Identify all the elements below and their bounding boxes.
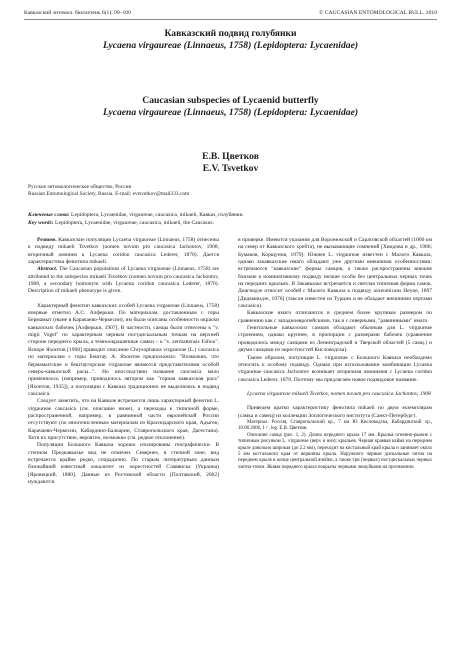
body-paragraph: Таким образом, популяции L. virgaureae с Большого Кавказа необходимо относить к особому подвиду. Однако при использовании комбинации Lycaena virgaureae caucasica Jachontov возникает вторичная омонимия с Lycaena coridon caucasica Lederer, 1870. Поэтому мы предлагаем новое подвидовое название.: [238, 354, 432, 383]
affiliation-en: Russian Entomological Society, Russia. E-mail: evtsvetkov@mail333.com: [28, 191, 190, 198]
keywords-ru: Ключевые слова: Lepidoptera, Lycaenidae, virgaureae, caucasica, mikaeli, Кавказ, голубянки.: [28, 212, 244, 218]
title-russian: [24, 28, 437, 51]
affiliation-ru: Русское энтомологическое общество, Россия: [28, 184, 132, 190]
new-name-line: Lycaena virgaureae mikaeli Tsvetkov, nomen novum pro caucasica Jachontov, 1908: [247, 390, 431, 397]
keywords-block: [28, 212, 438, 227]
right-column: [238, 237, 432, 471]
body-paragraph: Популяции Большого Кавказа хорошо изолированы географически. В степном Предкавказье вид не отмечен. Севернее, в степной зоне, вид встречается крайне редко, спорадично. По старым литературным данным ближайший известный локалитет из окрестностей Славянска (Украина) [Яровецкий, 1880]. Данные из Ростовской области [Полтавский, 2002] нуждаются: [28, 442, 219, 485]
title-en-line1: Caucasian subspecies of Lycaenid butterfly: [142, 95, 319, 106]
title-en-line2: Lycaena virgaureae (Linnaeus, 1758) (Lepidoptera: Lycaenidae): [102, 106, 359, 118]
author-en: E.V. Tsvetkov: [202, 162, 259, 174]
abstract-en: Abstract. The Caucasian populations of Lycaena virgaureae (Linnaeus, 1758) are attributed to the subspecies mikaeli Tsvetkov (nomen novum pro caucasica Jachontov, 1908, a secondary homonym with Lycaena coridon caucasica Lederer, 1870). Description of mikaeli phenotype is given.: [28, 266, 219, 295]
keywords-en: Key words: Lepidoptera, Lycaenidae, virgaureae, caucasica, mikaeli, the Caucasus.: [28, 219, 214, 226]
body-paragraph: в проверке. Имеются указания для Воронежской и Саратовской областей (1000 км на север от Кавказского хребта), не вызывающие сомнений [Хвидова и др., 1986; Бумаков, Корщунов, 1979]. Южнее L. virgaureae известен с Малого Кавказа, однако закавказские имаго обладают уже другими внешними особенностями: встречаются "кавказские" формы самцов, а также распространены внешне близкие к номинативному подвиду низкие особи без центральных черных точек на передних крыльях. В Закавказье встречается и светлая типичная форма самок. Диагнодзе относит особей с Малого Кавказа к подвиду aureomicans Heyne, 1897 [Дидманидзе, 1976] (таксон известен из Турции и не обладает внешними чертами caucasica).: [238, 237, 432, 310]
journal-citation: Кавказский энтомол. бюллетень 6(1): 99–100: [24, 10, 131, 16]
title-ru-line1: Кавказский подвид голубянки: [164, 28, 297, 39]
body-paragraph: Кавказские имаго отличаются в среднем более крупным размером по сравнению как с западноевропейскими, так и с северными, "равнинными" имаго.: [238, 310, 432, 324]
abstract-ru: Резюме. Кавказские популяции Lycaena virgaureae (Linnaeus, 1758) отнесены к подвиду mikaeli Tsvetkov (nomen novum pro caucasica Jachontov, 1908, вторичный омоним к Lycaena coridon caucasica Lederer, 1870). Дается характеристика фенотипа mikaeli.: [28, 237, 220, 266]
left-column: [28, 237, 219, 486]
copyright-notice: © CAUCASIAN ENTOMOLOGICAL BULL. 2010: [319, 10, 437, 16]
affiliation: [28, 184, 189, 198]
body-paragraph: Характерный фенотип кавказских особей Lycaena virgaureae (Linnaeus, 1758) впервые отметил А.С. Алферьки. По материалам, доставленным с горы Бермамыт (ныне в Карачаево-Черкесии), им были описаны особенности окраски кавказских бабочек [Алферьки, 1907]. В частности, самцы были отнесены к "v. migii Vogel" по характерным черным постдискальным точкам на верхней стороне переднего крыла, а темноокрашенные самки – к "v. zermattensis Fallou". Вскоре Яхонтов [1908] приводит описание Chrysophanus virgaureae (L.) caucasica по материалам с горы Бештау. А. Яхонтов предположил: "Возможно, что бермамытские и бештаугорские virgaureae являются представителями особой северо-кавказской расы...". Но впоследствии название caucasica мало применялось (например, приводилось автором как "горная кавказская раса" [Яхонтов, 1935]), а популяции с Кавказа традиционно не выделялись в подвид caucasica.: [28, 302, 219, 397]
body-paragraph: Следует заметить, что на Кавказе встречается лишь характерный фенотип L. virgaureae caucasica (см. описание ниже), а переходы к типичной форме, распространенной, например, в равнинной части европейской России отсутствуют (по многочисленным материалам из Краснодарского края, Адыгеи, Карачаево-Черкесии, Кабардино-Балкарии, Ставропольского края, Дагестана). Хотя их присутствие, вероятно, возможно (см. редкое отклонение).: [28, 398, 219, 441]
body-paragraph: Приведем кратко характеристику фенотипа mikaeli по двум экземплярам (самка и самец) из коллекции Зоологического института (Санкт-Петербург).: [238, 405, 432, 419]
body-paragraph: Генитальные кавказских самцов обладают обычным для L. virgaureae строением, однако крупнее, в пропорции с размерами бабочек (сравнение проводилось между самцами из Ленинградской и Тверской областей (5 самц.) и двумя самцами из окрестностей Кисловодска).: [238, 325, 432, 354]
title-english: [24, 95, 437, 118]
header-divider: [24, 19, 437, 20]
title-ru-line2: Lycaena virgaureae (Linnaeus, 1758) (Lepidoptera: Lycaenidae): [102, 39, 359, 51]
author-ru: Е.В. Цветков: [202, 151, 259, 162]
material-examined: Материал. Россия, Ставропольский кр., 7 км Ю Кисловодска, Кабардинский хр., 10.08.2006, 1♂, leg. Е.В. Цветков.: [238, 419, 432, 432]
male-description: Описание самца (рис. 1, 2). Длина переднего крыла 17 мм. Крылья огненно-рыжие с типичным рисунком L. virgaureae (верх и низ); крыльев. Черная краевая кайма на переднем крыле довольно широкая (до 2.2 мм), переходит на костальный край крыла и занимает около 5 мм костального края от вершины крыла. Наружного черные дискальные пятна на переднем крыле в конце центральной ячейки, а также три (первых) постдискальных черных лютна-точки. Живая переднего крыла покрыты черными чешуйками на протяжении: [238, 432, 432, 470]
authors: [24, 151, 437, 174]
